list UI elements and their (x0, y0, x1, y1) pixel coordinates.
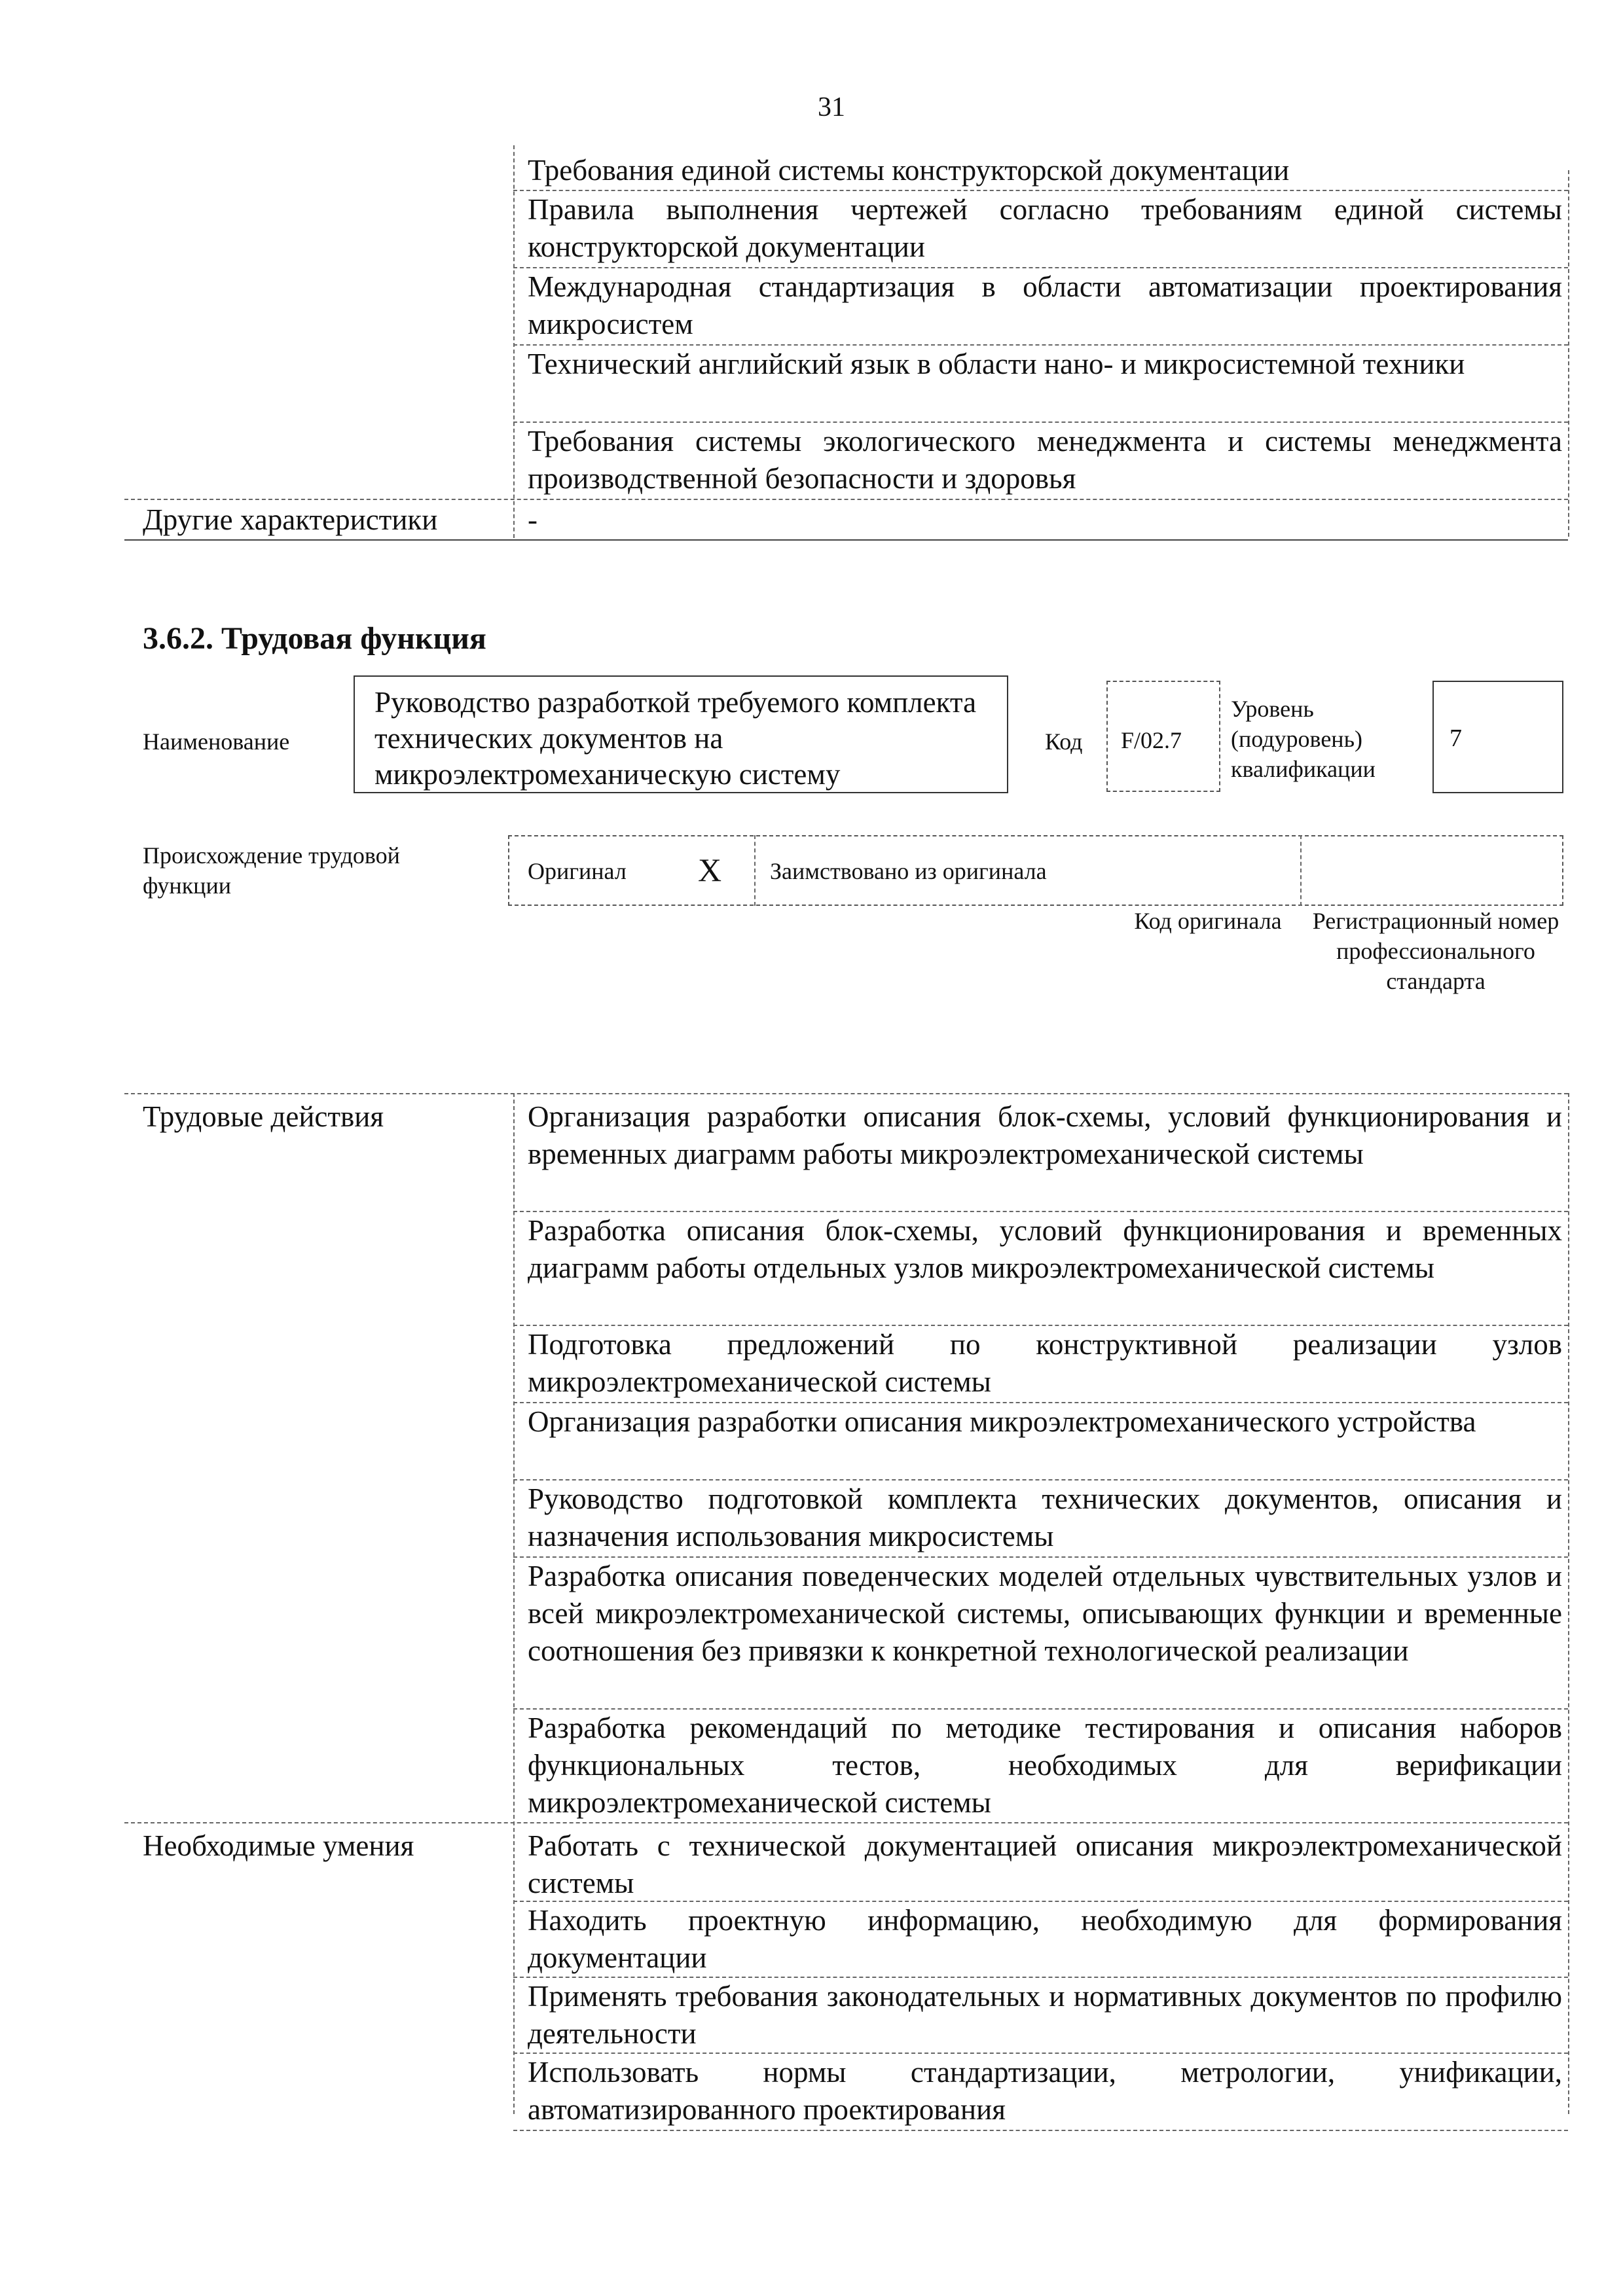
code-label: Код (1045, 728, 1083, 755)
level-box (1432, 681, 1563, 793)
origin-label: Происхождение трудовой функции (143, 842, 400, 899)
origin-code-caption: Код оригинала (1134, 908, 1282, 934)
action-item: Организация разработки описания микроэлектромеханического устройства (528, 1405, 1476, 1438)
code-box (1106, 681, 1220, 792)
level-value: 7 (1450, 725, 1462, 752)
origin-divider (1300, 835, 1302, 906)
function-name: Руководство разработкой требуемого комплекта технических документов на микроэлектромеханическую систему (374, 686, 977, 791)
actions-label: Трудовые действия (143, 1100, 384, 1133)
knowledge-item: Международная стандартизация в области автоматизации проектирования микросистем (528, 270, 1562, 340)
other-value: - (528, 503, 538, 536)
knowledge-item: Требования системы экологического менеджмента и системы менеджмента производственной безопасности и здоровья (528, 425, 1562, 495)
origin-mark: X (698, 852, 722, 888)
table-divider (513, 1093, 515, 2114)
action-item: Разработка описания блок-схемы, условий функционирования и временных диаграмм работы отдельных узлов микроэлектромеханической системы (528, 1214, 1562, 1284)
name-box (354, 675, 1008, 793)
name-label: Наименование (143, 728, 290, 755)
action-item: Разработка описания поведенческих моделей отдельных чувствительных узлов и всей микроэлектромеханической системы, описывающих функции и временные соотношения без привязки к конкретной технологической реализации (528, 1560, 1562, 1667)
row-divider (124, 1822, 1568, 1823)
action-item: Руководство подготовкой комплекта технических документов, описания и назначения использования микросистемы (528, 1482, 1562, 1552)
level-label: Уровень (подуровень) квалификации (1231, 696, 1376, 782)
table-top-border (124, 1093, 1568, 1094)
code-value: F/02.7 (1121, 727, 1182, 753)
origin-borrowed: Заимствовано из оригинала (770, 858, 1047, 884)
knowledge-item: Правила выполнения чертежей согласно требованиям единой системы конструкторской документации (528, 193, 1562, 263)
knowledge-item: Технический английский язык в области нано- и микросистемной техники (528, 348, 1465, 380)
origin-divider (754, 835, 756, 906)
knowledge-item: Требования единой системы конструкторской документации (528, 154, 1290, 187)
table-right-border (1568, 170, 1569, 537)
page-number: 31 (818, 92, 845, 122)
action-item: Разработка рекомендаций по методике тестирования и описания наборов функциональных тестов, необходимых для верификации микроэлектромеханической системы (528, 1712, 1562, 1819)
skills-label: Необходимые умения (143, 1829, 414, 1862)
skill-item: Находить проектную информацию, необходимую для формирования документации (528, 1904, 1562, 1974)
section-heading: 3.6.2. Трудовая функция (143, 621, 486, 656)
row-divider (124, 499, 1568, 500)
table-bottom-border (124, 539, 1568, 541)
row-divider (513, 2130, 1568, 2131)
skill-item: Работать с технической документацией описания микроэлектромеханической системы (528, 1829, 1562, 1899)
action-item: Подготовка предложений по конструктивной реализации узлов микроэлектромеханической системы (528, 1328, 1562, 1398)
action-item: Организация разработки описания блок-схемы, условий функционирования и временных диаграмм работы микроэлектромеханической системы (528, 1100, 1562, 1170)
skill-item: Использовать нормы стандартизации, метрологии, унификации, автоматизированного проектирования (528, 2056, 1562, 2126)
origin-reg-caption: Регистрационный номер профессионального стандарта (1312, 908, 1559, 994)
skill-item: Применять требования законодательных и нормативных документов по профилю деятельности (528, 1980, 1562, 2050)
table-divider (513, 145, 515, 538)
other-label: Другие характеристики (143, 503, 438, 536)
origin-original: Оригинал (528, 858, 627, 884)
table-right-border (1568, 1093, 1569, 2114)
